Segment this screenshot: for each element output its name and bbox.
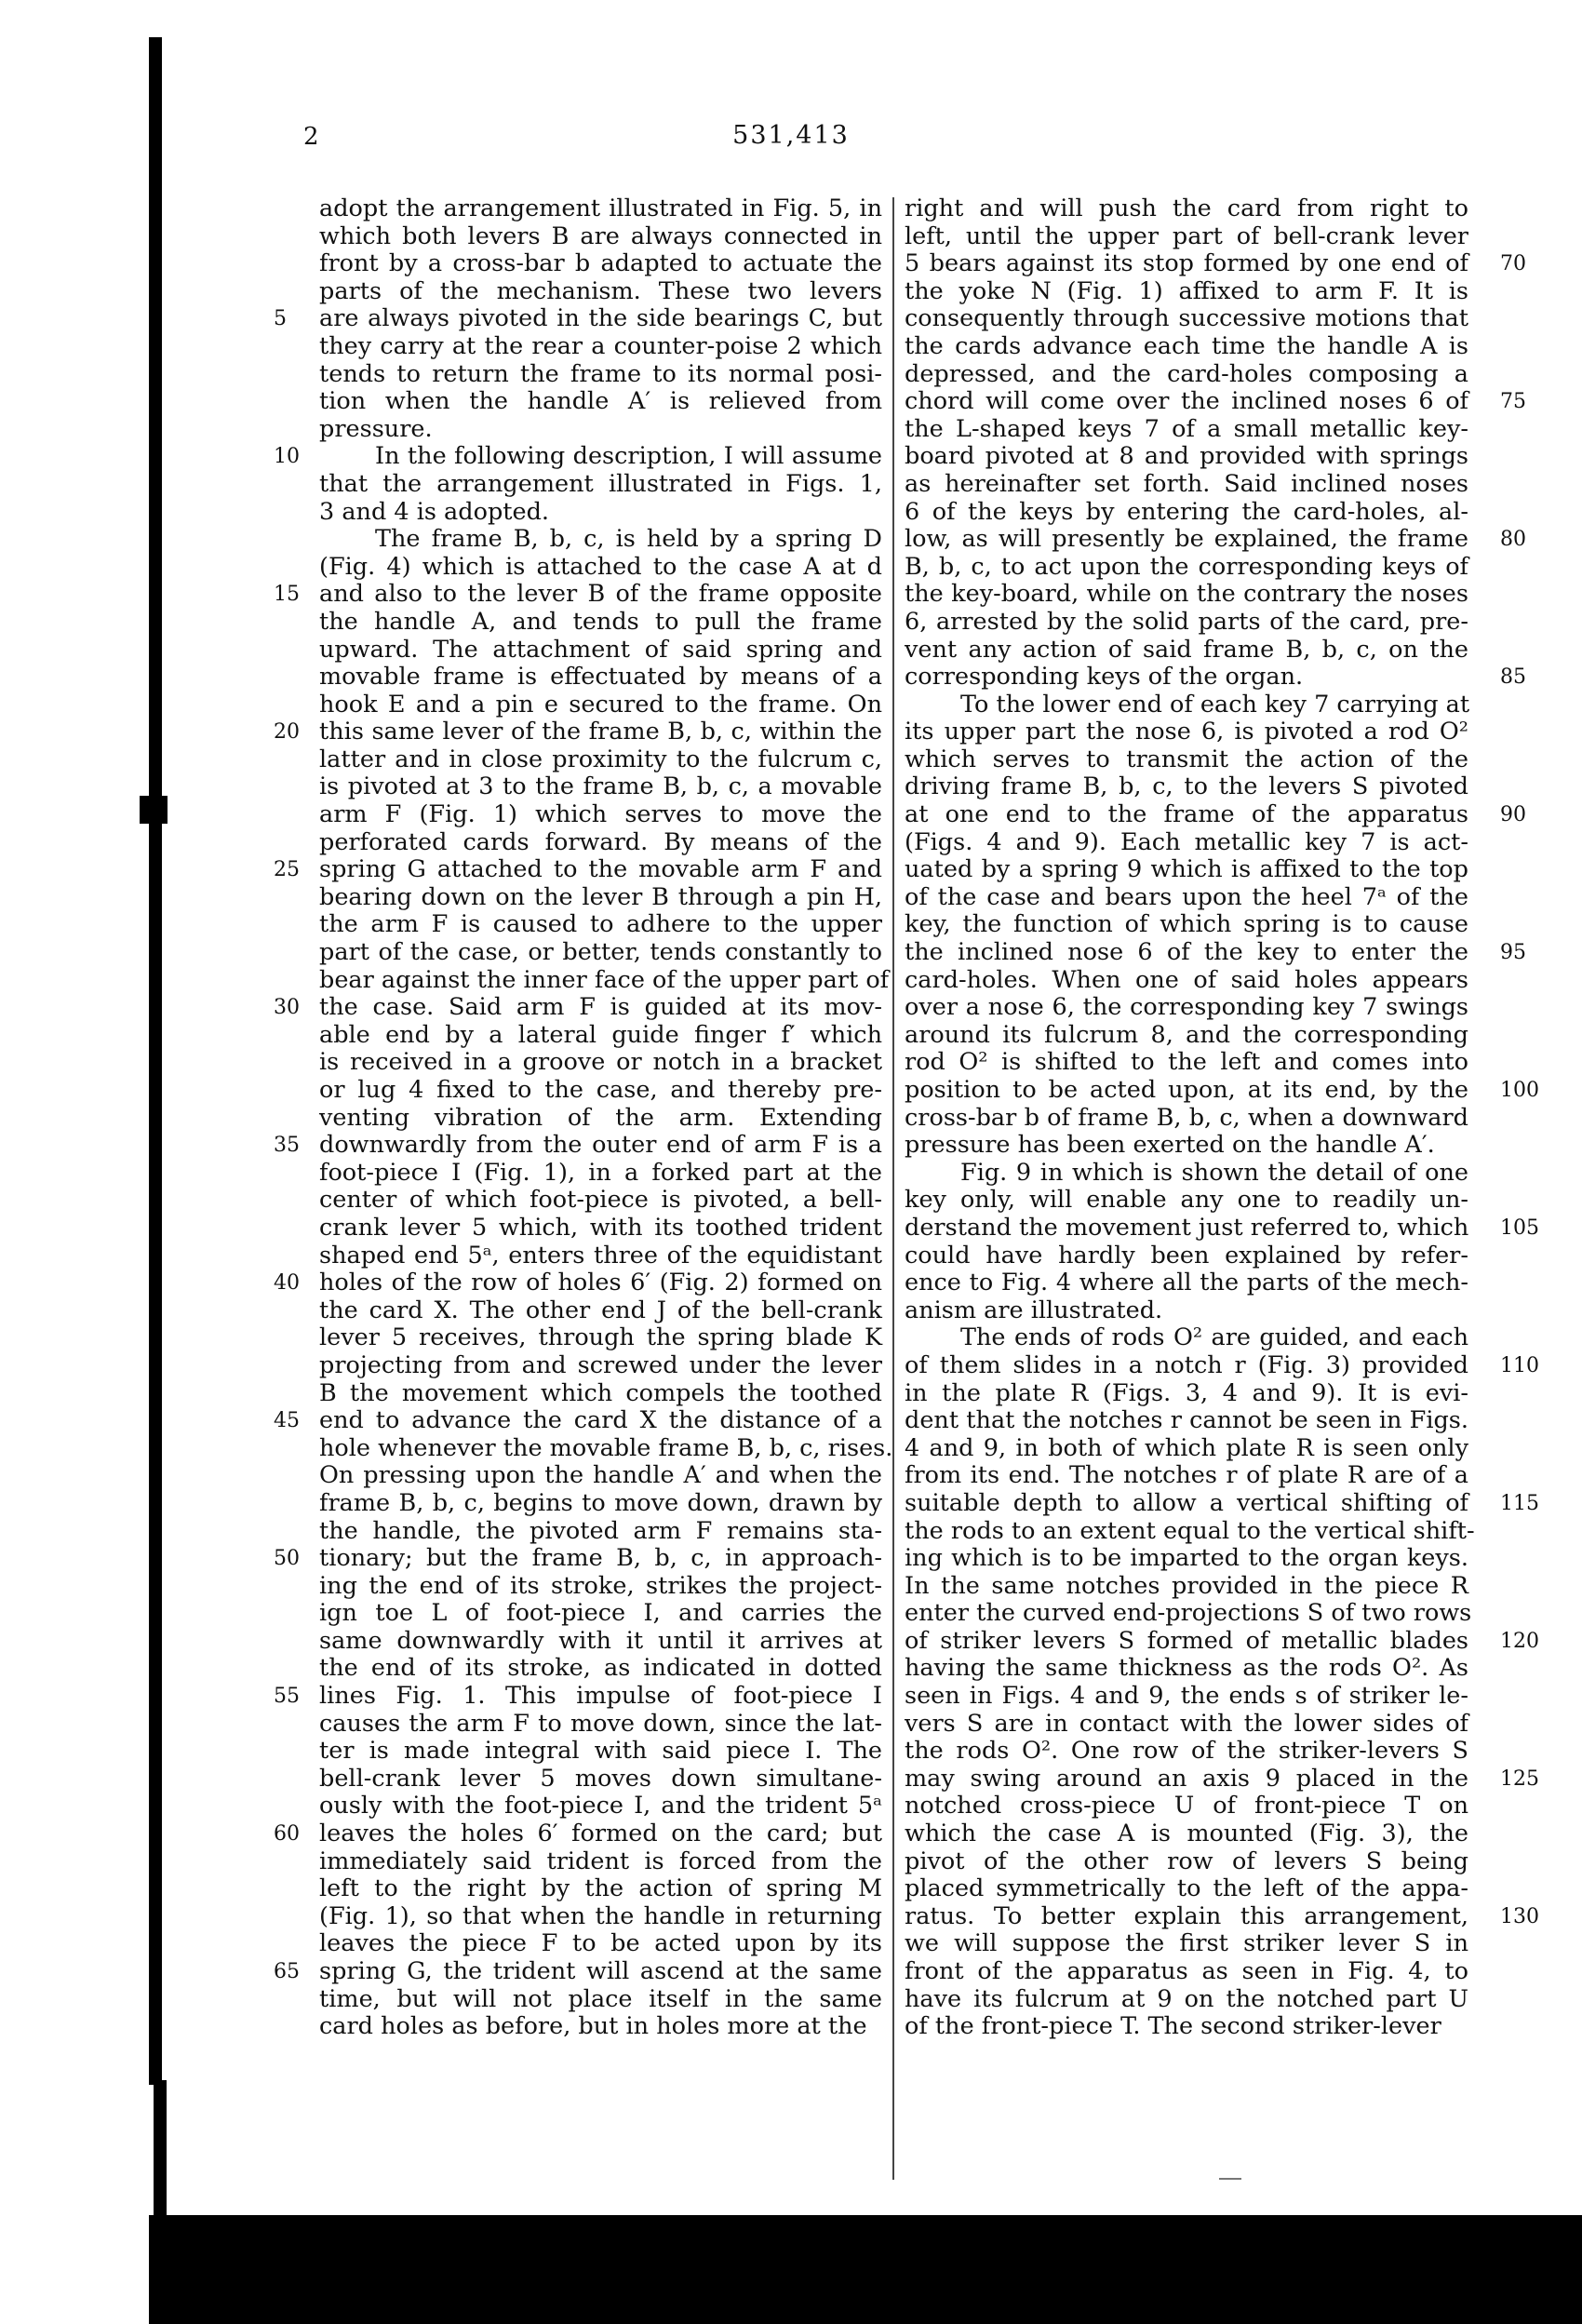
line-number: 20 <box>274 720 300 745</box>
text-line: leaves the holes 6′ formed on the card; but <box>319 1820 882 1848</box>
text-line: latter and in close proximity to the fulcrum c, <box>319 745 882 773</box>
text-line: hook E and a pin e secured to the frame. On <box>319 690 882 719</box>
text-line: (Fig. 4) which is attached to the case A at d <box>319 552 882 581</box>
text-line: they carry at the rear a counter-poise 2 which <box>319 331 882 360</box>
text-line: pressure. <box>319 414 433 443</box>
text-line: 6 of the keys by entering the card-holes, al- <box>905 497 1468 526</box>
text-line: bearing down on the lever B through a pin H, <box>319 882 882 911</box>
text-line: of the front-piece T. The second striker-lever <box>905 2012 1441 2041</box>
text-line: having the same thickness as the rods O². As <box>905 1654 1468 1683</box>
text-line: left to the right by the action of spring M <box>319 1874 882 1903</box>
text-line: The frame B, b, c, is held by a spring D <box>375 525 882 554</box>
line-number: 45 <box>274 1409 300 1433</box>
text-line: vers S are in contact with the lower sides of <box>905 1709 1468 1738</box>
text-line: In the following description, I will assume <box>375 442 882 471</box>
text-line: upward. The attachment of said spring and <box>319 635 882 664</box>
text-line: or lug 4 fixed to the case, and thereby pre- <box>319 1076 882 1104</box>
text-line: crank lever 5 which, with its toothed trident <box>319 1213 882 1242</box>
text-line: seen in Figs. 4 and 9, the ends s of striker le- <box>905 1682 1468 1711</box>
line-number: 100 <box>1500 1079 1539 1103</box>
text-line: the end of its stroke, as indicated in dotted <box>319 1654 882 1683</box>
text-line: downwardly from the outer end of arm F is a <box>319 1131 882 1160</box>
line-number: 40 <box>274 1271 300 1296</box>
text-line: right and will push the card from right to <box>905 195 1468 222</box>
text-line: ence to Fig. 4 where all the parts of the mech- <box>905 1269 1468 1297</box>
line-number: 15 <box>274 583 300 607</box>
text-line: which serves to transmit the action of the <box>905 745 1468 773</box>
text-line: projecting from and screwed under the lever <box>319 1350 882 1379</box>
line-number: 30 <box>274 996 300 1020</box>
text-line: cross-bar b of frame B, b, c, when a downward <box>905 1103 1468 1132</box>
line-number: 85 <box>1500 665 1526 690</box>
text-line: B, b, c, to act upon the corresponding keys of <box>905 552 1468 581</box>
text-line: chord will come over the inclined noses 6 of <box>905 387 1468 416</box>
text-line: spring G, the trident will ascend at the same <box>319 1957 882 1985</box>
line-number: 115 <box>1500 1492 1539 1516</box>
text-line: center of which foot-piece is pivoted, a bell- <box>319 1186 882 1215</box>
text-line: perforated cards forward. By means of the <box>319 827 882 856</box>
text-line: this same lever of the frame B, b, c, within the <box>319 718 882 746</box>
text-line: On pressing upon the handle A′ and when the <box>319 1461 882 1490</box>
text-line: is pivoted at 3 to the frame B, b, c, a movable <box>319 772 882 801</box>
text-line: Fig. 9 in which is shown the detail of one <box>960 1158 1468 1187</box>
line-number: 70 <box>1500 252 1526 276</box>
text-line: pressure has been exerted on the handle A′. <box>905 1131 1435 1160</box>
line-number: 110 <box>1500 1354 1539 1378</box>
line-number: 60 <box>274 1822 300 1847</box>
text-line: (Figs. 4 and 9). Each metallic key 7 is act- <box>905 827 1468 856</box>
line-number: 65 <box>274 1960 300 1984</box>
text-line: time, but will not place itself in the same <box>319 1984 882 2013</box>
line-number: 105 <box>1500 1216 1539 1241</box>
scan-border-corner <box>154 2080 167 2220</box>
text-line: spring G attached to the movable arm F and <box>319 855 882 884</box>
text-line: 5 bears against its stop formed by one end of <box>905 249 1468 278</box>
line-number: 25 <box>274 858 300 882</box>
patent-number: 531,413 <box>732 121 850 150</box>
text-line: its upper part the nose 6, is pivoted a rod O² <box>905 718 1468 746</box>
text-line: card holes as before, but in holes more at the <box>319 2012 867 2041</box>
text-line: leaves the piece F to be acted upon by its <box>319 1929 882 1958</box>
text-line: around its fulcrum 8, and the corresponding <box>905 1020 1468 1049</box>
left-text-column <box>319 195 893 2041</box>
text-line: suitable depth to allow a vertical shifting of <box>905 1488 1468 1517</box>
text-line: shaped end 5ᵃ, enters three of the equidistant <box>319 1241 882 1269</box>
text-line: same downwardly with it until it arrives at <box>319 1626 882 1655</box>
text-line: tion when the handle A′ is relieved from <box>319 387 882 416</box>
column-divider <box>892 197 894 2180</box>
text-line: derstand the movement just referred to, which <box>905 1213 1469 1242</box>
text-line: To the lower end of each key 7 carrying at <box>960 690 1470 719</box>
text-line: are always pivoted in the side bearings C, but <box>319 304 882 333</box>
text-line: the yoke N (Fig. 1) affixed to arm F. It is <box>905 276 1468 305</box>
text-line: able end by a lateral guide finger f′ which <box>319 1020 882 1049</box>
line-number: 50 <box>274 1547 300 1571</box>
text-line: hole whenever the movable frame B, b, c, rises. <box>319 1433 893 1462</box>
text-line: at one end to the frame of the apparatus <box>905 800 1468 829</box>
text-line: parts of the mechanism. These two levers <box>319 276 882 305</box>
text-line: ing the end of its stroke, strikes the project- <box>319 1571 882 1600</box>
text-line: and also to the lever B of the frame opposite <box>319 580 882 609</box>
text-line: left, until the upper part of bell-crank lever <box>905 222 1468 250</box>
text-line: low, as will presently be explained, the frame <box>905 525 1468 554</box>
line-number: 90 <box>1500 803 1526 827</box>
text-line: is received in a groove or notch in a bracket <box>319 1048 882 1077</box>
text-line: the rods to an extent equal to the vertical shift- <box>905 1516 1475 1545</box>
line-number: 130 <box>1500 1905 1539 1929</box>
text-line: front of the apparatus as seen in Fig. 4, to <box>905 1957 1468 1985</box>
text-line: The ends of rods O² are guided, and each <box>960 1323 1468 1352</box>
text-line: In the same notches provided in the piece R <box>905 1571 1468 1600</box>
text-line: front by a cross-bar b adapted to actuate the <box>319 249 882 278</box>
text-line: tends to return the frame to its normal posi- <box>319 359 882 388</box>
line-number: 80 <box>1500 528 1526 552</box>
text-line: holes of the row of holes 6′ (Fig. 2) formed on <box>319 1269 882 1297</box>
text-line: tionary; but the frame B, b, c, in approach- <box>319 1544 882 1573</box>
scan-artifact <box>140 796 168 824</box>
text-line: dent that the notches r cannot be seen in Figs. <box>905 1406 1468 1435</box>
text-line: the cards advance each time the handle A is <box>905 331 1468 360</box>
text-line: key only, will enable any one to readily un- <box>905 1186 1468 1215</box>
scan-mark <box>1219 2178 1241 2180</box>
text-line: have its fulcrum at 9 on the notched part U <box>905 1984 1468 2013</box>
text-line: rod O² is shifted to the left and comes into <box>905 1048 1468 1077</box>
text-line: the handle, the pivoted arm F remains sta- <box>319 1516 882 1545</box>
text-line: vent any action of said frame B, b, c, on the <box>905 635 1468 664</box>
text-line: frame B, b, c, begins to move down, drawn by <box>319 1488 882 1517</box>
text-line: position to be acted upon, at its end, by the <box>905 1076 1468 1104</box>
text-line: notched cross-piece U of front-piece T on <box>905 1792 1468 1820</box>
text-line: board pivoted at 8 and provided with springs <box>905 442 1468 471</box>
text-line: the handle A, and tends to pull the frame <box>319 607 882 636</box>
text-line: corresponding keys of the organ. <box>905 663 1304 692</box>
text-line: that the arrangement illustrated in Figs. 1, <box>319 469 882 498</box>
text-line: of striker levers S formed of metallic blades <box>905 1626 1468 1655</box>
line-number: 35 <box>274 1134 300 1158</box>
text-line: the rods O². One row of the striker-levers S <box>905 1737 1468 1766</box>
text-line: enter the curved end-projections S of two rows <box>905 1599 1472 1628</box>
scan-border-left <box>149 37 162 2085</box>
text-line: lever 5 receives, through the spring blade K <box>319 1323 882 1352</box>
text-line: 4 and 9, in both of which plate R is seen only <box>905 1433 1468 1462</box>
text-line: 6, arrested by the solid parts of the card, pre- <box>905 607 1468 636</box>
text-line: part of the case, or better, tends constantly to <box>319 938 882 967</box>
text-line: which the case A is mounted (Fig. 3), the <box>905 1820 1468 1848</box>
text-line: from its end. The notches r of plate R are of a <box>905 1461 1468 1490</box>
line-number: 55 <box>274 1685 300 1709</box>
text-line: the case. Said arm F is guided at its mov- <box>319 993 882 1022</box>
text-line: B the movement which compels the toothed <box>319 1378 882 1407</box>
scan-border-bottom <box>149 2215 1582 2324</box>
text-line: ratus. To better explain this arrangement, <box>905 1901 1468 1930</box>
text-line: bear against the inner face of the upper part of <box>319 965 890 994</box>
text-line: key, the function of which spring is to cause <box>905 910 1468 939</box>
text-line: the arm F is caused to adhere to the upper <box>319 910 882 939</box>
text-line: ter is made integral with said piece I. The <box>319 1737 882 1766</box>
text-line: bell-crank lever 5 moves down simultane- <box>319 1764 882 1793</box>
text-line: the card X. The other end J of the bell-crank <box>319 1296 882 1324</box>
text-line: 3 and 4 is adopted. <box>319 497 550 526</box>
text-line: in the plate R (Figs. 3, 4 and 9). It is evi- <box>905 1378 1468 1407</box>
text-line: as hereinafter set forth. Said inclined noses <box>905 469 1468 498</box>
text-line: uated by a spring 9 which is affixed to the top <box>905 855 1468 884</box>
text-line: end to advance the card X the distance of a <box>319 1406 882 1435</box>
text-line: ously with the foot-piece I, and the trident 5ᵃ <box>319 1792 882 1820</box>
text-line: of the case and bears upon the heel 7ᵃ of the <box>905 882 1468 911</box>
line-number: 95 <box>1500 941 1526 965</box>
text-line: ing which is to be imparted to the organ keys. <box>905 1544 1468 1573</box>
text-line: depressed, and the card-holes composing a <box>905 359 1468 388</box>
text-line: may swing around an axis 9 placed in the <box>905 1764 1468 1793</box>
text-line: lines Fig. 1. This impulse of foot-piece I <box>319 1682 882 1711</box>
text-line: (Fig. 1), so that when the handle in returning <box>319 1901 882 1930</box>
text-line: venting vibration of the arm. Extending <box>319 1103 882 1132</box>
line-number: 5 <box>274 307 287 331</box>
text-line: the key-board, while on the contrary the noses <box>905 580 1468 609</box>
line-number: 75 <box>1500 390 1526 414</box>
text-line: driving frame B, b, c, to the levers S pivoted <box>905 772 1468 801</box>
text-line: immediately said trident is forced from the <box>319 1847 882 1875</box>
text-line: the L-shaped keys 7 of a small metallic key- <box>905 414 1468 443</box>
text-line: adopt the arrangement illustrated in Fig. 5, in <box>319 195 882 222</box>
text-line: ign toe L of foot-piece I, and carries the <box>319 1599 882 1628</box>
text-line: of them slides in a notch r (Fig. 3) provided <box>905 1350 1468 1379</box>
text-line: over a nose 6, the corresponding key 7 swings <box>905 993 1468 1022</box>
text-line: consequently through successive motions that <box>905 304 1468 333</box>
text-line: could have hardly been explained by refer- <box>905 1241 1468 1269</box>
text-line: foot-piece I (Fig. 1), in a forked part at the <box>319 1158 882 1187</box>
line-number: 120 <box>1500 1630 1539 1654</box>
line-number: 10 <box>274 445 300 469</box>
text-line: arm F (Fig. 1) which serves to move the <box>319 800 882 829</box>
line-number: 125 <box>1500 1767 1539 1792</box>
text-line: we will suppose the first striker lever S in <box>905 1929 1468 1958</box>
text-line: placed symmetrically to the left of the appa- <box>905 1874 1468 1903</box>
text-line: anism are illustrated. <box>905 1296 1163 1324</box>
text-line: the inclined nose 6 of the key to enter the <box>905 938 1468 967</box>
text-line: pivot of the other row of levers S being <box>905 1847 1468 1875</box>
text-line: which both levers B are always connected in <box>319 222 882 250</box>
text-line: movable frame is effectuated by means of a <box>319 663 882 692</box>
text-line: causes the arm F to move down, since the lat- <box>319 1709 882 1738</box>
page-number: 2 <box>303 123 320 151</box>
text-line: card-holes. When one of said holes appears <box>905 965 1468 994</box>
right-text-column <box>905 195 1475 2041</box>
